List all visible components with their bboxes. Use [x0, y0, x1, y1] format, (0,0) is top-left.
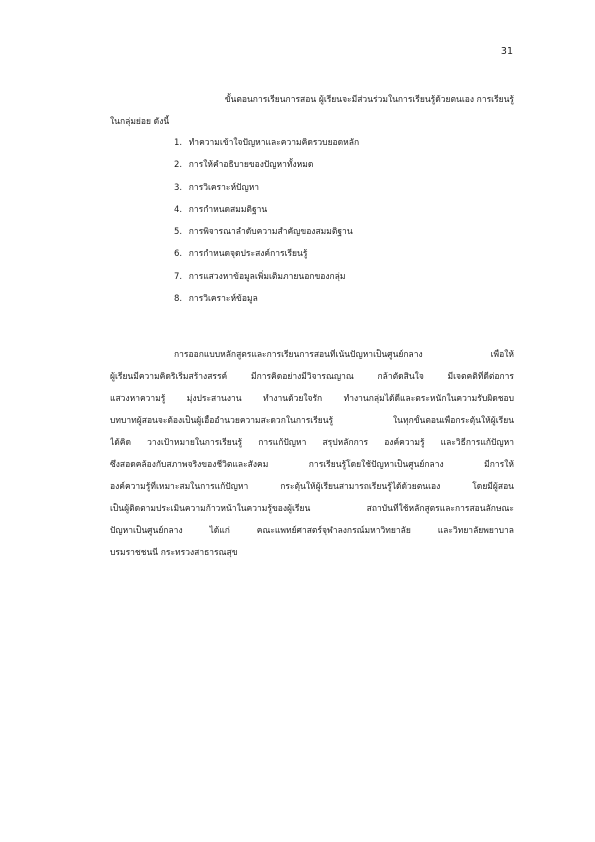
list-item — [174, 137, 494, 159]
list-item — [174, 271, 494, 293]
step-text: การวิเคราะห์ข้อมูล — [188, 294, 258, 305]
step-text: การกำหนดสมมติฐาน — [188, 204, 268, 215]
list-item — [174, 204, 494, 226]
step-list — [174, 137, 494, 315]
step-number: 7. — [174, 271, 183, 282]
step-number: 6. — [174, 249, 183, 260]
step-number: 4. — [174, 204, 183, 215]
step-number: 1. — [174, 138, 183, 148]
step-text: การแสวงหาข้อมูลเพิ่มเติมภายนอกของกลุ่ม — [188, 271, 346, 282]
step-text: การกำหนดจุดประสงค์การเรียนรู้ — [188, 249, 308, 260]
step-text: การพิจารณาลำดับความสำคัญของสมมติฐาน — [188, 227, 353, 238]
paragraph-line: ปัญหาเป็นศูนย์กลาง ได้แก่ คณะแพทย์ศาสตร์จุฬาลงกรณ์มหาวิทยาลัย และวิทยาลัยพยาบาล — [110, 526, 514, 536]
paragraph-line: บรมราชชนนี กระทรวงสาธารณสุข — [110, 548, 238, 558]
page-number: 31 — [500, 46, 513, 57]
intro-line-2: ในกลุ่มย่อย ดังนี้ — [110, 117, 170, 127]
step-text: การให้คำอธิบายของปัญหาทั้งหมด — [188, 160, 314, 171]
paragraph-line: แสวงหาความรู้ มุ่งประสานงาน ทำงานด้วยใจรัก ทำงานกลุ่มได้ดีและตระหนักในความรับผิดชอบ — [110, 394, 514, 404]
paragraph-line: บทบาทผู้สอนจะต้องเป็นผู้เอื้ออำนวยความสะดวกในการเรียนรู้ ในทุกขั้นตอนเพื่อกระตุ้นให้ผู้เรียน — [110, 416, 514, 426]
list-item — [174, 159, 494, 181]
paragraph-line: ผู้เรียนมีความคิดริเริ่มสร้างสรรค์ มีการคิดอย่างมีวิจารณญาณ กล้าตัดสินใจ มีเจตคติที่ดีต่อการ — [110, 372, 514, 382]
step-text: ทำความเข้าใจปัญหาและความคิดรวบยอดหลัก — [188, 138, 360, 148]
step-number: 3. — [174, 182, 183, 193]
list-item — [174, 226, 494, 248]
list-item — [174, 293, 494, 315]
paragraph-line: ได้คิด วางเป้าหมายในการเรียนรู้ การแก้ปัญหา สรุปหลักการ องค์ความรู้ และวิธีการแก้ปัญหา — [110, 438, 514, 448]
list-item — [174, 182, 494, 204]
paragraph-line: การออกแบบหลักสูตรและการเรียนการสอนที่เน้นปัญหาเป็นศูนย์กลาง เพื่อให้ — [174, 350, 514, 360]
intro-line-1: ขั้นตอนการเรียนการสอน ผู้เรียนจะมีส่วนร่วมในการเรียนรู้ด้วยตนเอง การเรียนรู้ — [224, 95, 514, 105]
paragraph-line: องค์ความรู้ที่เหมาะสมในการแก้ปัญหา กระตุ้นให้ผู้เรียนสามารถเรียนรู้ได้ด้วยตนเอง โดยมีผู้สอน — [110, 482, 514, 492]
list-item — [174, 248, 494, 270]
step-text: การวิเคราะห์ปัญหา — [188, 182, 260, 193]
paragraph-line: เป็นผู้ติดตามประเมินความก้าวหน้าในความรู้ของผู้เรียน สถาบันที่ใช้หลักสูตรและการสอนลักษณะ — [110, 504, 514, 514]
step-number: 8. — [174, 294, 183, 305]
step-number: 5. — [174, 227, 183, 238]
paragraph-line: ซึ่งสอดคล้องกับสภาพจริงของชีวิตและสังคม การเรียนรู้โดยใช้ปัญหาเป็นศูนย์กลาง มีการให้ — [110, 460, 514, 470]
step-number: 2. — [174, 160, 183, 171]
